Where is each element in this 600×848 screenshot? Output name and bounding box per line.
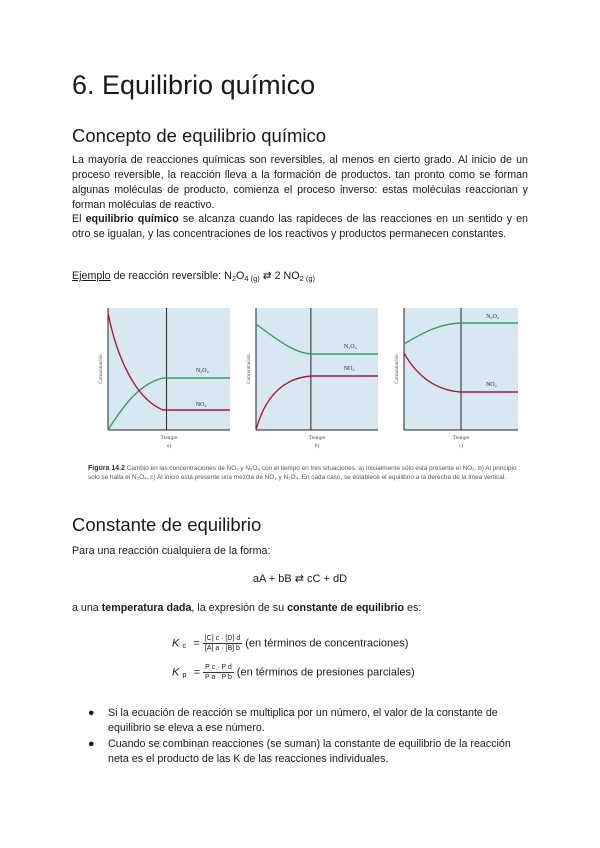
bullet-list — [88, 706, 528, 768]
label-n2o4: N₂O₄ — [195, 368, 209, 374]
panel-letter: b) — [314, 443, 320, 449]
list-item: ● Si la ecuación de reacción se multiplica por un número, el valor de la constante de equilibrio se eleva a ese número. — [88, 707, 498, 734]
x-axis-label: Tiempo — [452, 435, 470, 441]
term-constante-equilibrio: constante de equilibrio — [287, 602, 405, 614]
y-axis-label: Concentración — [247, 354, 252, 384]
label-n2o4: N₂O₄ — [486, 314, 499, 320]
kc-fraction: $\frac{[C] c \cdot [D] d}{[A] a \cdot [B] b}$ — [204, 635, 241, 652]
formula-kc: K $_c$ = $\frac{[C] c \cdot [D] d}{[A] a \cdot [B] b}$ (en términos de concentraciones) — [172, 635, 409, 652]
general-reaction: aA + bB ⇄ cC + dD — [252, 573, 348, 585]
paragraph-intro: Para una reacción cualquiera de la forma: — [72, 545, 271, 557]
graph-background — [256, 308, 378, 430]
formula-kp: K $_p$ = $\frac{\text{P c · P d}}{\text{P a · P b}}$ (en términos de presiones parciales) — [172, 664, 415, 681]
label-n2o4: N₂O₄ — [343, 344, 357, 350]
paragraph-equilibrio: El equilibrio químico se alcanza cuando las rapideces de las reacciones en un sentido y en otro se igualan, y las concentraciones de los reactivos y productos permanecen constantes. — [72, 213, 528, 240]
y-axis-label: Concentración — [395, 354, 400, 384]
figure-concentration-graphs — [88, 298, 520, 464]
figure-caption — [88, 465, 520, 482]
x-axis-label: Tiempo — [308, 435, 326, 441]
caption-label: Figura 14.2 — [88, 465, 125, 472]
page-heading: 6. Equilibrio químico — [72, 70, 316, 100]
x-axis-label: Tiempo — [160, 435, 178, 441]
paragraph-given: a una temperatura dada, la expresión de su constante de equilibrio es: — [72, 602, 422, 614]
label-no2: NO₂ — [486, 382, 497, 388]
label-no2: NO₂ — [195, 402, 207, 408]
label-no2: NO₂ — [343, 366, 355, 372]
section-title-concepto: Concepto de equilibrio químico — [72, 125, 327, 146]
y-axis-label: Concentración — [99, 354, 104, 384]
term-temperatura-dada: temperatura dada — [101, 602, 192, 614]
bullet-icon: ● — [88, 737, 95, 750]
example-label: Ejemplo — [72, 270, 111, 282]
panel-letter: c) — [458, 443, 464, 449]
example-line: Ejemplo de reacción reversible: $N_2O_{4 (g)}$ ⇄ 2 $NO_{2 (g)}$ — [72, 270, 315, 283]
list-item: ● Cuando se combinan reacciones (se suman) la constante de equilibrio de la reacción neta es el producto de las K de las reacciones individuales. — [88, 737, 511, 765]
term-equilibrio-quimico: equilibrio químico — [85, 213, 179, 225]
bullet-icon: ● — [88, 707, 95, 719]
section-title-constante: Constante de equilibrio — [72, 514, 262, 535]
panel-letter: a) — [166, 443, 172, 449]
caption-text: Cambio en las concentraciones de NO₂ y N₂O₄ con el tiempo en tres situaciones. a) Inicialmente sólo está presente el NO₂. b) Al principio sólo se halla el N₂O₄. c) Al inicio está presente una mezcla de NO₂ y N₂O₄. En cada caso, se establece el equilibrio a la derecha de la línea vertical. — [88, 465, 517, 481]
kp-fraction: $\frac{\text{P c · P d}}{\text{P a · P b}}$ — [204, 664, 232, 681]
kc-note: (en términos de concentraciones) — [245, 637, 409, 650]
paragraph-reversible: La mayoría de reacciones químicas son reversibles, al menos en cierto grado. Al inicio de un proceso reversible, la reacción lleva a la formación de productos. tan pronto como se forman algunas moléculas de producto, comienza el proceso inverso: estas moléculas reaccionan y forman moléculas de reactivo. — [72, 154, 528, 211]
kp-note: (en términos de presiones parciales) — [236, 666, 415, 679]
